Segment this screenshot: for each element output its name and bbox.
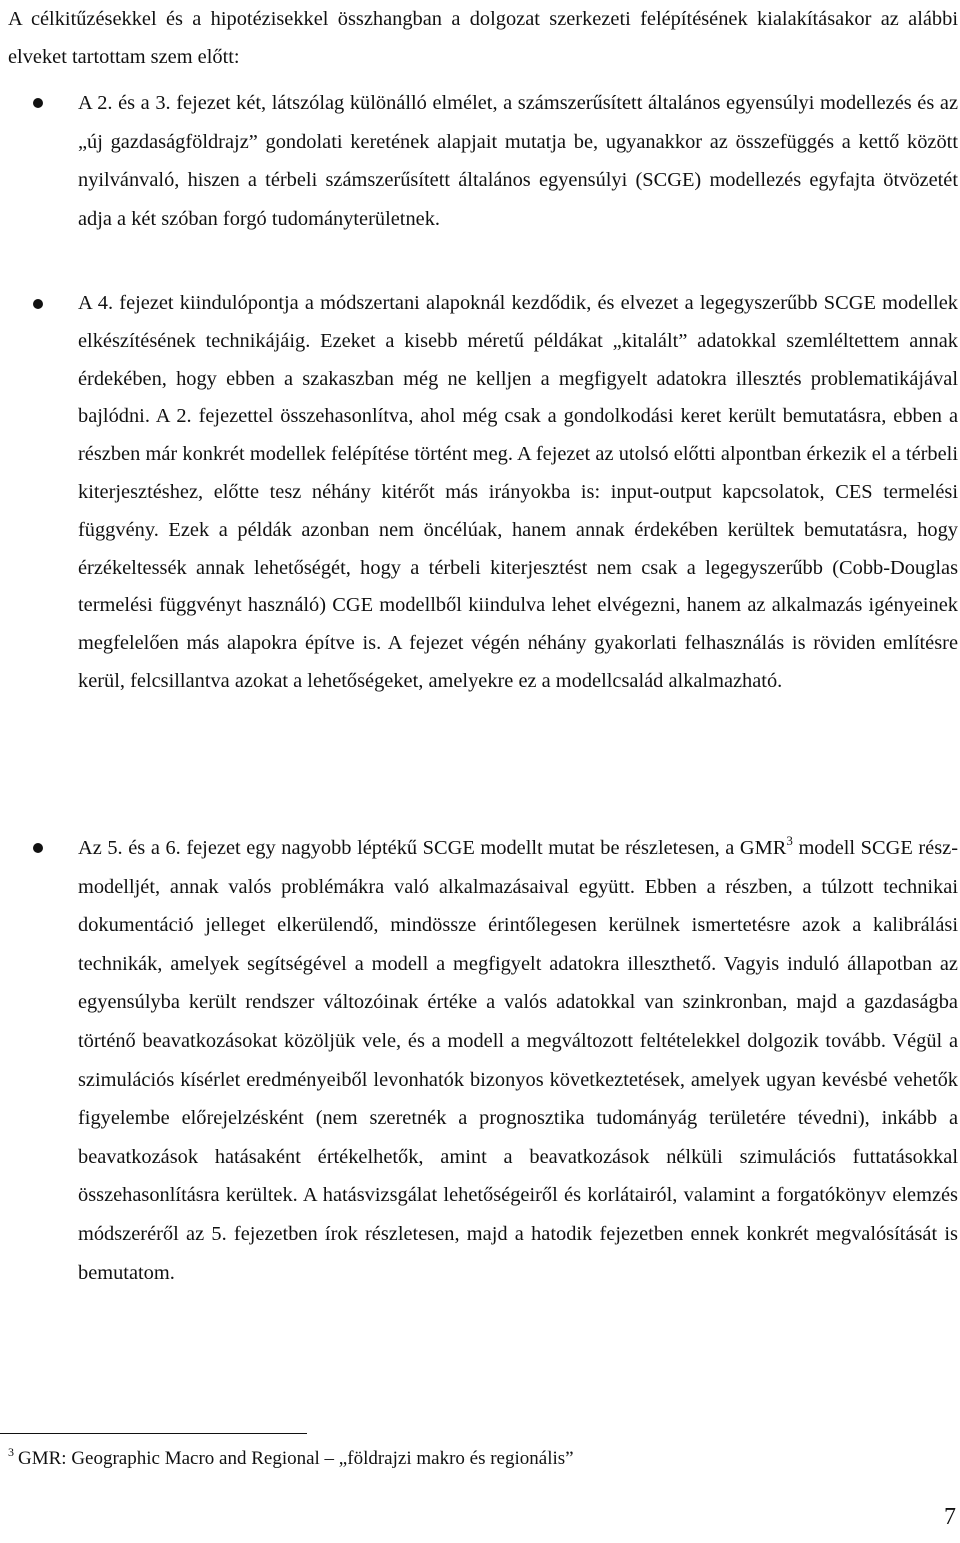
bullet-text-end: modell SCGE rész-modelljét, annak valós problémákra való alkalmazásaival együtt. Ebben a részben, a túlzott technikai dokumentáció jelleget elkerülendő, mindössze érintőlegesen kerülnek ismertetésre azok a kalibrálási technikák, amelyek segítségével a modell a megfigyelt adatokra illeszthető. Vagyis induló állapotban az egyensúlyba került rendszer változóinak értéke a valós adatokkal van szinkronban, majd a gazdaságba történő beavatkozásokat közöljük vele, és a modell a megváltozott feltételekkel dolgozik tovább. Végül a szimulációs kísérlet eredményeiből levonhatók bizonyos következtetések, amelyek ugyan kevésbé vehetők figyelembe előrejelzésként (nem szeretnék a prognosztika tudományág területére tévedni), inkább a beavatkozások hatásaként értékelhetők, amint a beavatkozások nélküli szimulációs futtatásokkal összehasonlításra kerültek. A hatásvizsgálat lehetőségeiről és korlátairól, valamint a forgatókönyv elemzés módszeréről az 5. fejezetben írok részletesen, majd a hatodik fejezetben ennek konkrét megvalósítását is bemutatom.	[78, 837, 958, 1284]
page-number: 7	[944, 1504, 956, 1530]
footnote-number: 3	[8, 1445, 14, 1459]
footnote-text: GMR: Geographic Macro and Regional – „földrajzi makro és regionális”	[18, 1448, 574, 1469]
footnote-reference[interactable]: 3	[786, 833, 793, 848]
bullet-text: A 4. fejezet kiindulópontja a módszertani alapoknál kezdődik, és elvezet a legegyszerűbb SCGE modellek elkészítésének technikájáig. Ezeket a kisebb méretű példákat „kitalált” adatokkal szemléltettem annak érdekében, hogy ebben a szakaszban még ne kelljen a megfigyelt adatokra illesztés problematikájával bajlódni. A 2. fejezettel összehasonlítva, ahol még csak a gondolkodási keret került bemutatásra, ebben a részben már konkrét modellek felépítése történt meg. A fejezet az utolsó előtti alpontban érkezik el a térbeli kiterjesztéshez, előtte tesz néhány kitérőt más irányokba is: input-output kapcsolatok, CES termelési függvény. Ezek a példák azonban nem öncélúak, hanem annak érdekében kerültek bemutatásra, hogy érzékeltessék annak lehetőségét, hogy a térbeli kiterjesztést nem csak a legegyszerűbb (Cobb-Douglas termelési függvényt használó) CGE modellből kiindulva lehet elvégezni, hanem az alkalmazás igényeinek megfelelően más alapokra építve is. A fejezet végén néhány gyakorlati felhasználás is röviden említésre kerül, felcsillantva azokat a lehetőségeket, amelyekre ez a modellcsalád alkalmazható.	[78, 292, 958, 692]
footnote-divider	[0, 1433, 307, 1434]
bullet-item-chapters-5-6	[78, 829, 958, 1292]
bullet-dot-icon	[33, 299, 43, 309]
bullet-text: A 2. és a 3. fejezet két, látszólag különálló elmélet, a számszerűsített általános egyensúlyi modellezés és az „új gazdaságföldrajz” gondolati keretének alapjait mutatja be, ugyanakkor az összefüggés a kettő között nyilvánvaló, hiszen a térbeli számszerűsített általános egyensúlyi (SCGE) modellezés egyfajta ötvözetét adja a két szóban forgó tudományterületnek.	[78, 92, 958, 230]
intro-paragraph: A célkitűzésekkel és a hipotézisekkel összhangban a dolgozat szerkezeti felépítésének kialakításakor az alábbi elveket tartottam szem előtt:	[8, 8, 958, 68]
bullet-item-chapters-2-3	[78, 84, 958, 238]
bullet-item-chapter-4	[78, 285, 958, 701]
bullet-dot-icon	[33, 98, 43, 108]
bullet-text-start: Az 5. és a 6. fejezet egy nagyobb léptékű SCGE modellt mutat be részletesen, a GMR	[78, 837, 787, 859]
footnote	[8, 1446, 948, 1472]
bullet-dot-icon	[33, 843, 43, 853]
